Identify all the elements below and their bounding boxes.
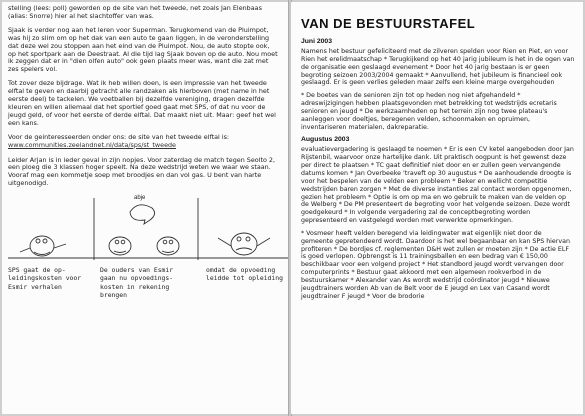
page-title: VAN DE BESTUURSTAFEL <box>301 16 476 31</box>
june-paragraph-1: Namens het bestuur gefeliciteerd met de zilveren spelden voor Rien en Piet, en voor Rien het erelidmaatschap * Terugkijkend op het 40 jarig jubileum is het in de ogen van de organisatie een geslaagd evenement * Door het 40 jarig bestaan is er geen begroting seizoen 2003/2004 gemaakt * Aanvullend, het jubileum is financieel ook geslaagd. Er is geen verlies geleden maar zelfs een kleine marge overgehouden <box>301 48 575 87</box>
section-june-2003 <box>301 38 575 131</box>
cartoon-character-4 <box>218 233 270 255</box>
cartoon-caption-2: De ouders van Esmir gaan nu opvoedings-kosten in rekening brengen <box>100 266 174 299</box>
august-paragraph-1: evaluatievergadering is geslaagd te noemen * Er is een CV ketel aangeboden door Jan Rijstenbil, waarvoor onze hartelijke dank. Uit praktisch oogpunt is het gewenst deze per direct te plaatsen * TC gaat definitief niet door en er zullen geen vervangende datums komen * Jan Overbeeke 'traveft op 30 augustus * De aanhoudende droogte is voor het bespelen van de velden een probleem * Beker en wellicht competitie wedstrijden baren zorgen * Met de diverse instanties zal contact worden opgenomen, gezien het probleem * Optie is om op ma en wo gebruik te maken van de velden op de Welberg * De PM presenteert de begroting voor het volgende seizoen. Deze wordt goedgekeurd * In volgende vergadering zal de conceptbegroting worden gepresenteerd en vastgelegd worden met verwerkte opmerkingen. <box>301 146 574 225</box>
left-paragraph-2: Sjaak is verder nog aan het leren voor Superman. Terugkomend van de Pluimpot, was hij zo slim om op het dak van een auto te gaan liggen, in de veronderstelling dat deze wel zou stoppen aan het eind van de Pluimpot. Nou, de auto stopte ook, op het sportpark aan de Deestraat. Al die tijd lag Sjaak boven op de auto. Nou moet ik zeggen dat er in "dien olfen auto" ook geen plaats meer was, want die zat met zes spelers vol. <box>8 25 278 74</box>
left-paragraph-1: stelling (lees: poll) geworden op de site van het tweede, net zoals Jan Elenbaas (alias: Snorre) hier al het slachtoffer van was. <box>8 4 262 20</box>
june-paragraph-2: * De boetes van de senioren zijn tot op heden nog niet afgehandeld * adreswijzigingen hebben plaatsgevonden met betrekking tot wedstrijds ecretaris senioren en jeugd * De werkzaamheden op het terrein zijn nog twee plateau's aanleggen voor doeltjes, beregenen velden, schoonmaken en opruimen, inventariseren materialen, dakreparatie. <box>301 92 557 131</box>
section-august-2003 <box>301 136 575 300</box>
august-paragraph-2: * Vosmeer heeft velden beregend via leidingwater wat eigenlijk niet door de gemeente gepretendeerd wordt. Daardoor is het wel begaanbaar en kan SPS hiervan profiteren * De bordjes cf. reglementen D&H wet zullen er moeten zijn * De actie ELF is goed verlopen. Opbrengst is 11 trainingsballen en een bedrag van € 150,00 beschikbaar voor een volgend project * Het standbord jeugd wordt vervangen door computerprints * Bestuur gaat akkoord met een algemeen rookverbod in de bestuurskamer * Alexander van As wordt wedstrijd coördinator jeugd * Nieuwe jeugdtrainers worden Ab van de Belt voor de E jeugd en Lex van Casand wordt jeugdtrainer F jeugd * Voor de brodorie <box>301 229 570 300</box>
site-intro-text: Voor de geinteresseerden onder ons: de site van het tweede elftal is: <box>8 132 230 141</box>
section-heading-june: Juni 2003 <box>301 38 332 45</box>
left-paragraph-5: Leider Arjan is in ieder geval in zijn nopjes. Voor zaterdag de match tegen Seolto 2, een ploeg die 3 klassen hoger speelt. Na deze wedstrijd weten we waar we staan. Vooraf mag een kommetje soep met broodjes en dan vol gas. U bent van harte uitgenodigd. <box>8 155 276 188</box>
team-site-link[interactable]: www.communities.zeelandnet.nl/data/sps/st_tweede <box>8 140 176 149</box>
cartoon-character-3 <box>157 237 179 255</box>
left-paragraph-3: Tot zover deze bijdrage. Wat ik heb willen doen, is een impressie van het tweede elftal te geven en daarbij getracht alle randzaken als hierboven (met name in het eerste deel) te tackelen. We voetballen bij dezelfde vereniging, dragen dezelfde kleuren en willen allemaal dat het sportief goed gaat met SPS, of dat nu voor de jeugd geld, of voor het eerste of derde elftal. Dat maakt niet uit. Maar: geef het wel een kans. <box>8 79 276 127</box>
cartoon-character-2 <box>109 237 131 255</box>
left-paragraph-4 <box>8 134 279 150</box>
cartoon-caption-3: omdat de opvoeding leidde tot opleiding <box>206 266 283 283</box>
left-page <box>2 2 289 414</box>
right-page <box>291 2 583 414</box>
cartoon-character-1 <box>20 236 66 256</box>
cartoon-strip <box>8 194 283 329</box>
cartoon-caption-1: SPS gaat de op-leidingskosten voor Esmir verhalen <box>8 266 82 291</box>
speech-bubble-text: abje <box>134 195 146 202</box>
cartoon-drawing <box>8 194 288 266</box>
speech-bubble <box>130 205 155 224</box>
section-heading-august: Augustus 2003 <box>301 136 350 144</box>
